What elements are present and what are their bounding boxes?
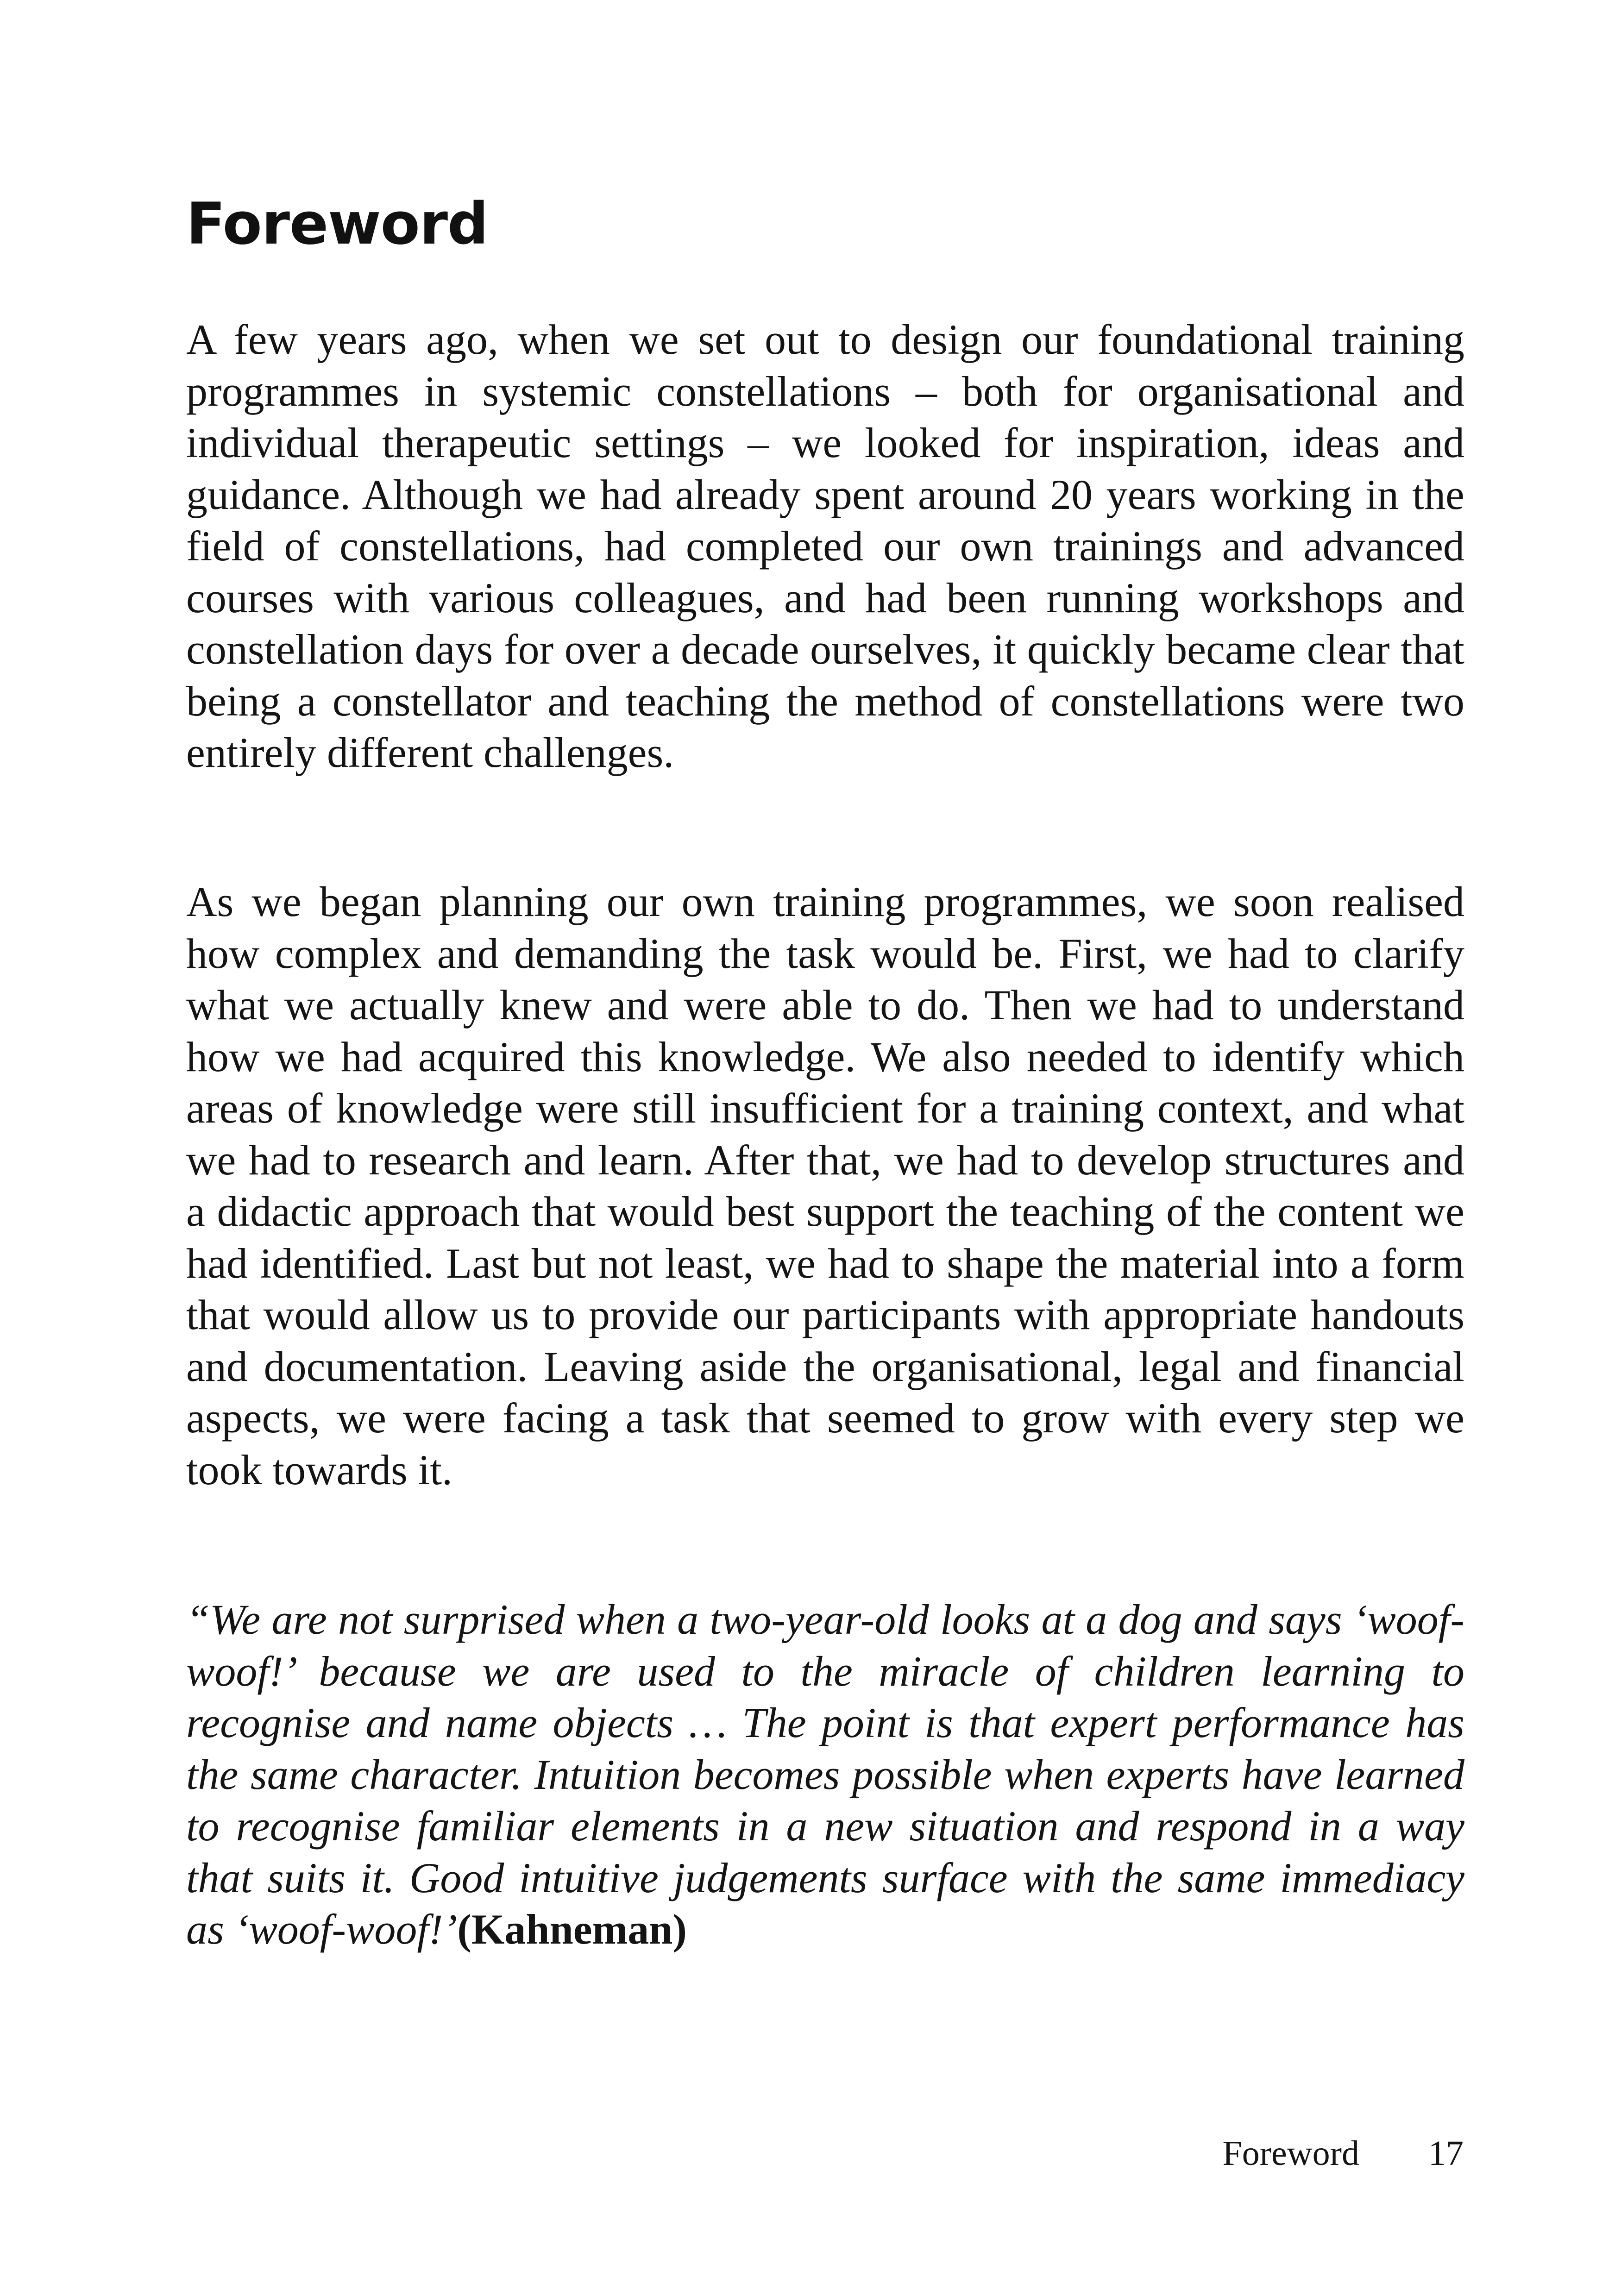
- page-number: 17: [1428, 2134, 1464, 2173]
- page-title: Foreword: [186, 191, 488, 257]
- quote-author: (Kahneman): [457, 1906, 687, 1953]
- body-paragraph: As we began planning our own training programmes, we soon realised how complex and demanding the task would be. First, we had to clarify what we actually knew and were able to do. Then we had to understand how we had acquired this knowledge. We also needed to identify which areas of knowledge were still insufficient for a training context, and what we had to research and learn. After that, we had to develop structures and a didactic approach that would best support the teaching of the content we had identified. Last but not least, we had to shape the material into a form that would allow us to provide our participants with appropriate handouts and documentation. Leaving aside the organisational, legal and financial aspects, we were facing a task that seemed to grow with every step we took towards it.: [186, 878, 1464, 1493]
- body-paragraph: A few years ago, when we set out to design our foundational training programmes in systemic constellations – both for organisational and individual therapeutic settings – we looked for inspiration, ideas and guidance. Although we had already spent around 20 years working in the field of constellations, had completed our own trainings and advanced courses with various colleagues, and had been running workshops and constellation days for over a decade ourselves, it quickly became clear that being a constellator and teaching the method of constellations were two entirely different challenges.: [186, 316, 1464, 776]
- block-quote: [186, 1594, 1464, 1956]
- page-footer: [1112, 2128, 1464, 2179]
- quote-text: “We are not surprised when a two-year-old looks at a dog and says ‘woof-woof!’ because we are used to the miracle of children learning to recognise and name objects … The point is that expert performance has the same character. Intuition becomes possible when experts have learned to recognise familiar elements in a new situation and respond in a way that suits it. Good intuitive judgements surface with the same immediacy as ‘woof-woof!’: [186, 1596, 1464, 1953]
- running-title: Foreword: [1222, 2134, 1359, 2173]
